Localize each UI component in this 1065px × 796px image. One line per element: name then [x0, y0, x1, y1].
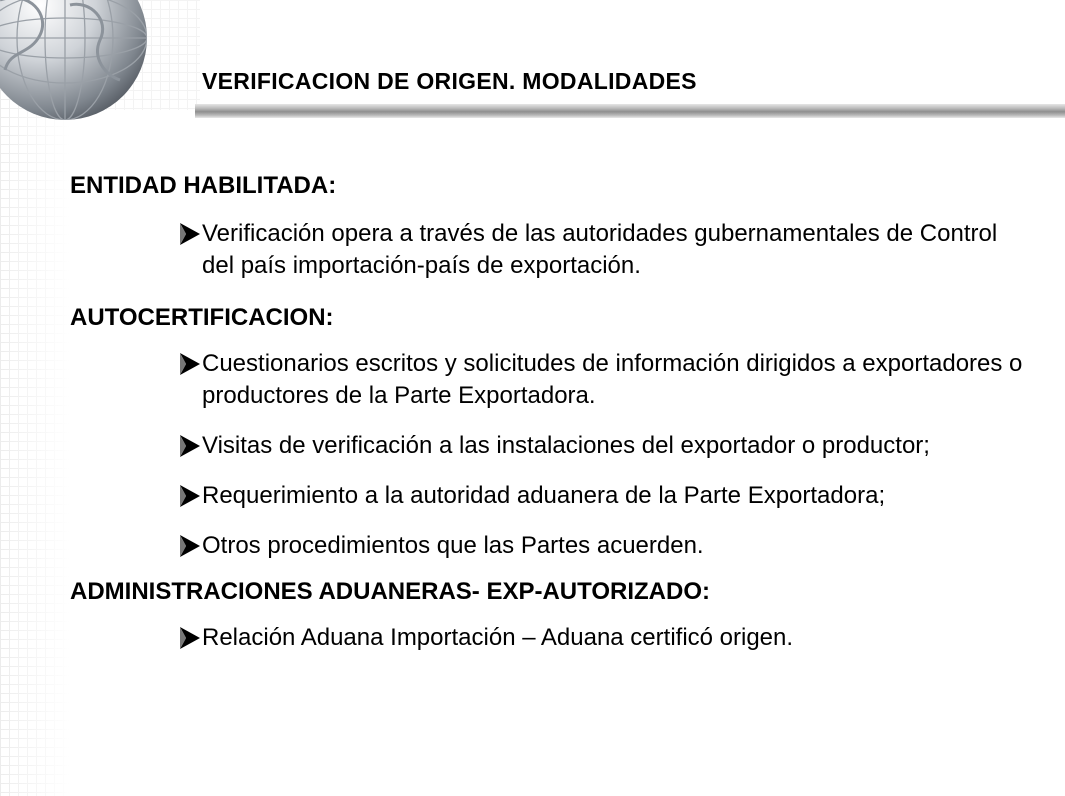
arrow-bullet-icon: [176, 221, 202, 247]
list-item-text: Visitas de verificación a las instalaciones del exportador o productor;: [202, 432, 930, 459]
page-title: VERIFICACION DE ORIGEN. MODALIDADES: [202, 68, 697, 94]
arrow-bullet-icon: [176, 351, 202, 377]
section-heading: ADMINISTRACIONES ADUANERAS- EXP-AUTORIZADO:: [70, 578, 711, 605]
list-item: [70, 480, 1030, 512]
list-item: [70, 530, 1030, 562]
list-item: [70, 430, 1030, 462]
section-heading: ENTIDAD HABILITADA:: [70, 172, 337, 199]
list-item-text: Requerimiento a la autoridad aduanera de la Parte Exportadora;: [202, 482, 886, 509]
arrow-bullet-icon: [176, 483, 202, 509]
arrow-bullet-icon: [176, 433, 202, 459]
slide-content: [70, 170, 1030, 654]
title-divider: [195, 104, 1065, 118]
arrow-bullet-icon: [176, 533, 202, 559]
list-item-text: Otros procedimientos que las Partes acuerden.: [202, 532, 704, 559]
section-heading: AUTOCERTIFICACION:: [70, 304, 334, 331]
list-item: [70, 622, 1030, 654]
list-item: [70, 348, 1030, 412]
list-item: [70, 218, 1030, 282]
globe-icon: [0, 0, 165, 120]
list-item-text: Relación Aduana Importación – Aduana certificó origen.: [202, 624, 794, 651]
arrow-bullet-icon: [176, 625, 202, 651]
list-item-text: Cuestionarios escritos y solicitudes de información dirigidos a exportadores o productores de la Parte Exportadora.: [202, 350, 1023, 409]
list-item-text: Verificación opera a través de las autoridades gubernamentales de Control del país importación-país de exportación.: [202, 220, 998, 279]
